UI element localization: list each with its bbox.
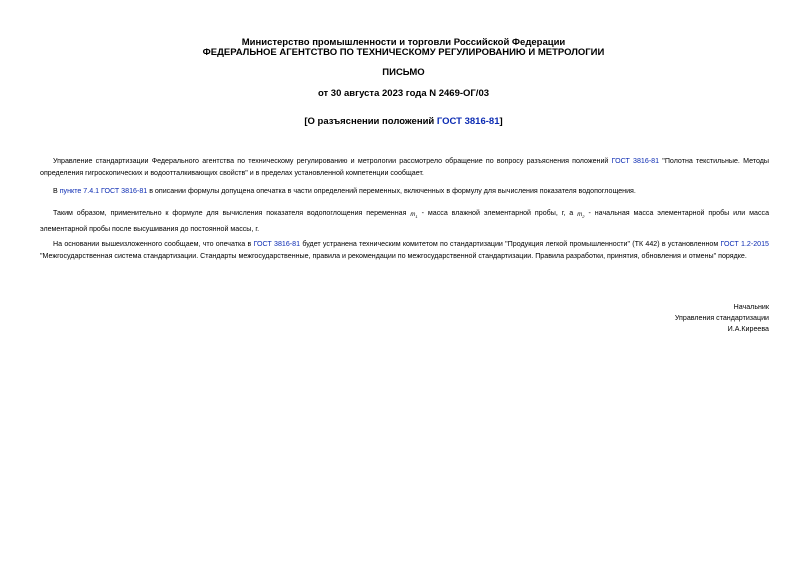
paragraph-4	[40, 238, 769, 262]
p4-text-1: На основании вышеизложенного сообщаем, что опечатка в	[53, 240, 254, 248]
document-type: ПИСЬМО	[382, 67, 425, 78]
paragraph-3	[40, 207, 769, 235]
p1-text-1: Управление стандартизации Федерального агентства по техническому регулированию и метрологии рассмотрело обращение по вопросу разъяснения положений	[53, 157, 612, 165]
p4-gost-3816-link[interactable]: ГОСТ 3816-81	[253, 240, 301, 248]
p4-gost-1-2-link[interactable]: ГОСТ 1.2-2015	[720, 240, 770, 248]
p3-text-2: - масса влажной элементарной пробы, г, а	[421, 209, 574, 217]
ministry-heading: Министерство промышленности и торговли Российской Федерации	[241, 37, 566, 48]
subject-open: [О разъяснении положений	[304, 116, 437, 127]
subject-gost-link[interactable]: ГОСТ 3816-81	[436, 116, 500, 127]
formula-m1-subscript: 1	[415, 214, 418, 220]
formula-m2-subscript: 2	[582, 214, 585, 220]
p2-clause-link[interactable]: пункте 7.4.1 ГОСТ 3816-81	[59, 187, 148, 195]
signature-name: И.А.Киреева	[727, 325, 769, 333]
p2-text-0: В	[53, 187, 60, 195]
formula-m1	[406, 209, 421, 223]
paragraph-1	[40, 155, 769, 179]
signature-department: Управления стандартизации	[674, 314, 769, 322]
p2-text-1: в описании формулы допущена опечатка в части определений переменных, включенных в формулу для вычисления показателя водопоглощения.	[147, 187, 636, 195]
p4-text-3: "Межгосударственная система стандартизации. Стандарты межгосударственные, правила и рекомендации по межгосударственной стандартизации. Правила разработки, принятия, обновления и отмены" порядке.	[40, 252, 747, 260]
letter-subject	[0, 116, 807, 127]
agency-heading: ФЕДЕРАЛЬНОЕ АГЕНТСТВО ПО ТЕХНИЧЕСКОМУ РЕГУЛИРОВАНИЮ И МЕТРОЛОГИИ	[202, 47, 605, 58]
p3-text-1: Таким образом, применительно к формуле для вычисления показателя водопоглощения переменная	[53, 209, 407, 217]
formula-m1-symbol: m	[410, 212, 416, 218]
formula-m2	[573, 209, 588, 223]
signature-title: Начальник	[733, 303, 769, 311]
p4-text-2: будет устранена техническим комитетом по стандартизации "Продукция легкой промышленности" (ТК 442) в установленном	[300, 240, 721, 248]
subject-close: ]	[499, 116, 503, 127]
formula-m2-symbol: m	[577, 212, 583, 218]
p3-text-3: - начальная масса элементарной пробы или масса элементарной пробы после высушивания до постоянной массы, г.	[40, 209, 770, 234]
p1-gost-link[interactable]: ГОСТ 3816-81	[611, 157, 660, 165]
document-date: от 30 августа 2023 года N 2469-ОГ/03	[317, 88, 490, 99]
p1-text-2: "Полотна текстильные. Методы определения гигроскопических и водоотталкивающих свойств" и в пределах установленной компетенции сообщает.	[40, 157, 770, 177]
paragraph-2	[40, 185, 769, 197]
